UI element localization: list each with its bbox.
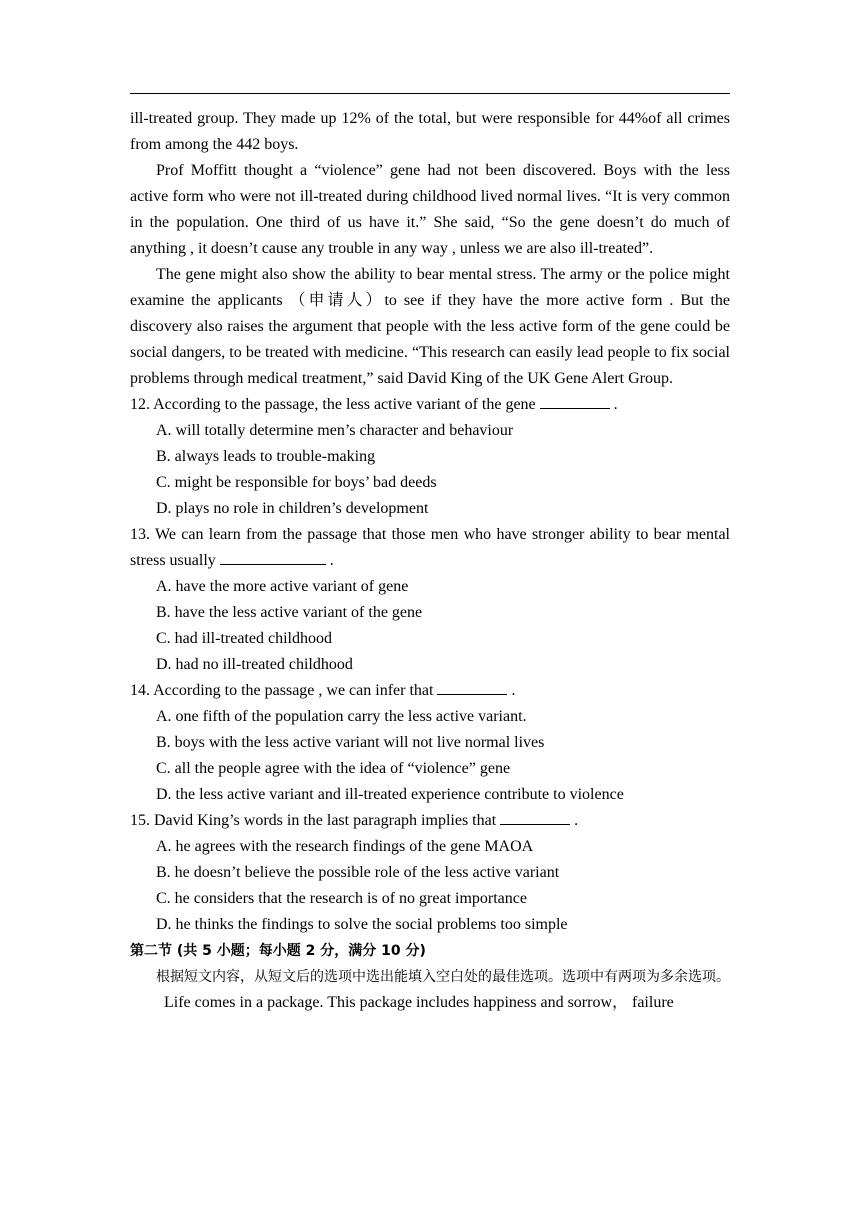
- answer-blank: [500, 810, 570, 825]
- passage-paragraph-2: Prof Moffitt thought a “violence” gene had not been discovered. Boys with the less active form who were not ill-treated during childhood lived normal lives. “It is very common in the population. One third of us have it.” She said, “So the gene doesn’t do much of anything , it doesn’t cause any trouble in any way , unless we are also ill-treated”.: [130, 162, 730, 257]
- header-rule: [130, 93, 730, 94]
- question-15-option-d: D. he thinks the findings to solve the social problems too simple: [156, 916, 568, 933]
- question-13-option-c: C. had ill-treated childhood: [156, 630, 332, 647]
- question-13-option-b: B. have the less active variant of the gene: [156, 604, 423, 621]
- question-12-option-d: D. plays no role in children’s development: [156, 500, 429, 517]
- question-13-option-a: A. have the more active variant of gene: [156, 578, 409, 595]
- answer-blank: [437, 680, 507, 695]
- question-12-option-c: C. might be responsible for boys’ bad deeds: [156, 474, 437, 491]
- question-14-stem: 14. According to the passage , we can infer that .: [130, 682, 516, 699]
- question-14-option-a: A. one fifth of the population carry the less active variant.: [156, 708, 527, 725]
- question-15-stem: 15. David King’s words in the last paragraph implies that .: [130, 812, 579, 829]
- question-14-option-c: C. all the people agree with the idea of “violence” gene: [156, 760, 511, 777]
- question-12-stem: 12. According to the passage, the less active variant of the gene .: [130, 396, 618, 413]
- question-14-option-b: B. boys with the less active variant will not live normal lives: [156, 734, 545, 751]
- question-12-option-a: A. will totally determine men’s character and behaviour: [156, 422, 514, 439]
- passage-paragraph-1: ill-treated group. They made up 12% of the total, but were responsible for 44%of all crimes from among the 442 boys.: [130, 110, 730, 153]
- question-14-text: 14. According to the passage , we can infer that: [130, 682, 434, 699]
- section-2-instruction: 根据短文内容，从短文后的选项中选出能填入空白处的最佳选项。选项中有两项为多余选项。: [156, 969, 730, 985]
- question-15-option-b: B. he doesn’t believe the possible role of the less active variant: [156, 864, 560, 881]
- question-13-text: 13. We can learn from the passage that those men who have stronger ability to bear mental stress usually: [130, 526, 730, 569]
- document-body: [130, 106, 730, 1016]
- question-12-option-b: B. always leads to trouble-making: [156, 448, 376, 465]
- question-15-text: 15. David King’s words in the last paragraph implies that: [130, 812, 497, 829]
- section-2-heading: 第二节 (共 5 小题；每小题 2 分，满分 10 分): [130, 943, 426, 959]
- answer-blank: [220, 550, 326, 565]
- passage-paragraph-3: The gene might also show the ability to bear mental stress. The army or the police might examine the applicants （申请人）to see if they have the more active form . But the discovery also raises the argument that people with the less active form of the gene could be social dangers, to be treated with medicine. “This research can easily lead people to fix social problems through medical treatment,” said David King of the UK Gene Alert Group.: [130, 266, 730, 387]
- question-14-option-d: D. the less active variant and ill-treated experience contribute to violence: [156, 786, 624, 803]
- question-13-option-d: D. had no ill-treated childhood: [156, 656, 353, 673]
- question-15-option-c: C. he considers that the research is of no great importance: [156, 890, 527, 907]
- question-13-stem: 13. We can learn from the passage that those men who have stronger ability to bear mental stress usually .: [130, 526, 730, 569]
- section-2-passage-start: Life comes in a package. This package includes happiness and sorrow， failure: [164, 994, 674, 1011]
- question-15-option-a: A. he agrees with the research findings of the gene MAOA: [156, 838, 534, 855]
- answer-blank: [540, 394, 610, 409]
- question-12-text: 12. According to the passage, the less active variant of the gene: [130, 396, 536, 413]
